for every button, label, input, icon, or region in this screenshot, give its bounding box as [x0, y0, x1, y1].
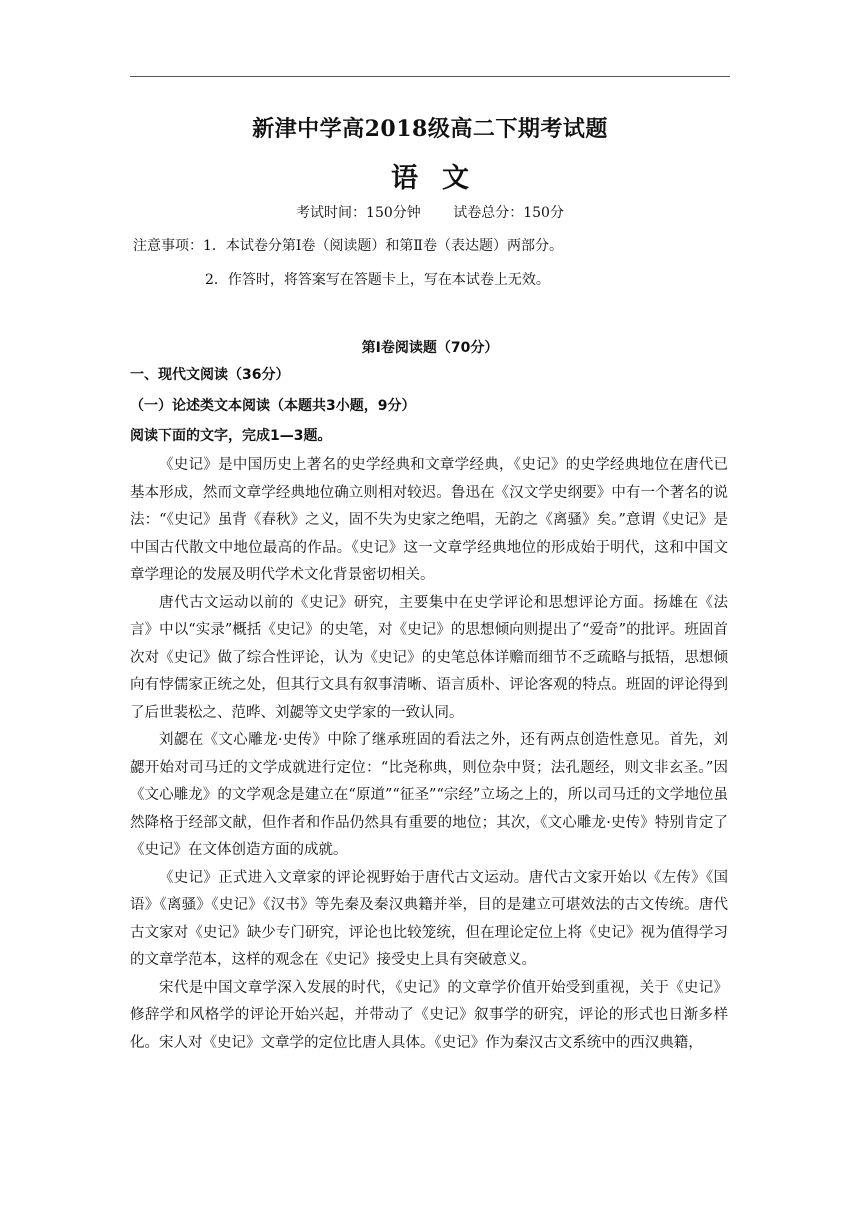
- section-heading: 一、现代文阅读（36分）: [130, 367, 290, 383]
- passage-paragraph-1: 《史记》是中国历史上著名的史学经典和文章学经典，《史记》的史学经典地位在唐代已基本形成，然而文章学经典地位确立则相对较迟。鲁迅在《汉文学史纲要》中有一个著名的说法：“《史记》虽背《春秋》之义，固不失为史家之绝唱，无韵之《离骚》矣。”意谓《史记》是中国古代散文中地位最高的作品。《史记》这一文章学经典地位的形成始于明代，这和中国文章学理论的发展及明代学术文化背景密切相关。: [130, 457, 728, 583]
- total-score: 试卷总分：150分: [453, 205, 564, 221]
- subsection-heading: （一）论述类文本阅读（本题共3小题，9分）: [130, 398, 416, 414]
- passage-paragraph-2: 唐代古文运动以前的《史记》研究，主要集中在史学评论和思想评论方面。扬雄在《法言》中以“实录”概括《史记》的史笔，对《史记》的思想倾向则提出了“爱奇”的批评。班固首次对《史记》做了综合性评论，认为《史记》的史笔总体详赡而细节不乏疏略与抵牾，思想倾向有悖儒家正统之处，但其行文具有叙事清晰、语言质朴、评论客观的特点。班固的评论得到了后世裴松之、范晔、刘勰等文史学家的一致认同。: [130, 594, 728, 721]
- exam-title: 新津中学高2018级高二下期考试题: [252, 116, 608, 142]
- exam-meta: [0, 202, 860, 222]
- part-title: 第Ⅰ卷阅读题（70分）: [361, 340, 499, 356]
- reading-passage: [130, 452, 728, 1057]
- reading-instruction: 阅读下面的文字，完成1—3题。: [130, 428, 332, 444]
- notice-line-2: 2．作答时，将答案写在答题卡上，写在本试卷上无效。: [205, 272, 550, 288]
- passage-paragraph-3: 刘勰在《文心雕龙·史传》中除了继承班固的看法之外，还有两点创造性意见。首先，刘勰开始对司马迁的文学成就进行定位：“比尧称典，则位杂中贤；法孔题经，则文非玄圣。”因《文心雕龙》的文学观念是建立在“原道”“征圣”“宗经”立场之上的，所以司马迁的文学地位虽然降格于经部文献，但作者和作品仍然具有重要的地位；其次，《文心雕龙·史传》特别肯定了《史记》在文体创造方面的成就。: [130, 732, 728, 858]
- notice-line-1: 注意事项：1．本试卷分第Ⅰ卷（阅读题）和第Ⅱ卷（表达题）两部分。: [133, 238, 563, 254]
- exam-time: 考试时间：150分钟: [296, 205, 421, 221]
- passage-paragraph-5: 宋代是中国文章学深入发展的时代，《史记》的文章学价值开始受到重视，关于《史记》修辞学和风格学的评论开始兴起，并带动了《史记》叙事学的研究，评论的形式也日渐多样化。宋人对《史记》文章学的定位比唐人具体。《史记》作为秦汉古文系统中的西汉典籍，: [130, 979, 728, 1051]
- header-rule: [130, 76, 730, 77]
- passage-paragraph-4: 《史记》正式进入文章家的评论视野始于唐代古文运动。唐代古文家开始以《左传》《国语》《离骚》《史记》《汉书》等先秦及秦汉典籍并举，目的是建立可堪效法的古文传统。唐代古文家对《史记》缺少专门研究，评论也比较笼统，但在理论定位上将《史记》视为值得学习的文章学范本，这样的观念在《史记》接受史上具有突破意义。: [130, 869, 728, 968]
- subject-title: 语文: [391, 163, 493, 194]
